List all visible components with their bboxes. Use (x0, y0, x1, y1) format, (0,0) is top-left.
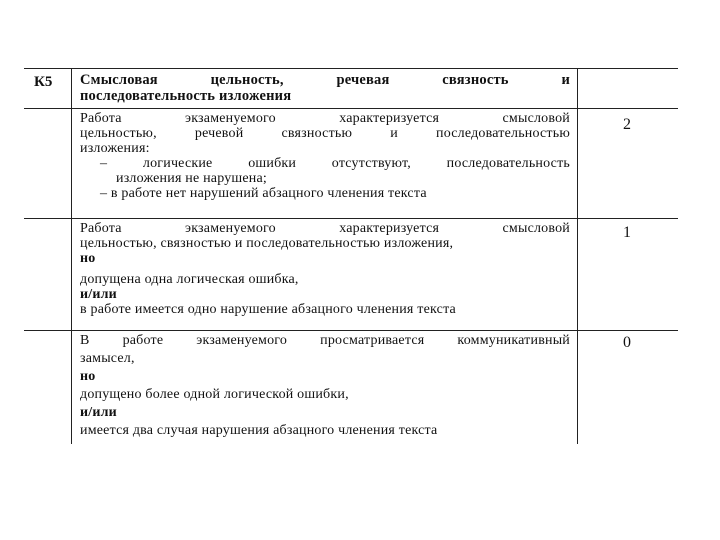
criterion-row-1-description (80, 221, 570, 317)
score-value: 2 (623, 116, 631, 133)
column-divider (577, 68, 578, 444)
text-line: допущена одна логическая ошибка, (80, 272, 299, 287)
criterion-row-0-description (80, 333, 570, 438)
row-divider (24, 218, 678, 219)
criterion-title-line: последовательность изложения (80, 88, 292, 104)
criterion-title (80, 72, 570, 104)
table-border-top (24, 68, 678, 69)
text-line: В работе экзаменуемого просматривается коммуникативный (80, 333, 570, 348)
bullet-item-continuation: изложения не нарушена; (116, 171, 268, 186)
bullet-item: – логические ошибки отсутствуют, последовательность (100, 156, 570, 171)
text-line: Работа экзаменуемого характеризуется смысловой (80, 111, 570, 126)
row-divider (24, 108, 678, 109)
text-line: цельностью, связностью и последовательностью изложения, (80, 236, 454, 251)
criterion-title-line: Смысловая цельность, речевая связность и (80, 72, 570, 88)
conjunction: и/или (80, 405, 117, 420)
row-divider (24, 330, 678, 331)
criterion-row-2-description (80, 111, 570, 201)
text-line: имеется два случая нарушения абзацного членения текста (80, 423, 438, 438)
text-line: цельностью, речевой связностью и последовательностью (80, 126, 570, 141)
conjunction: и/или (80, 287, 117, 302)
conjunction: но (80, 251, 96, 266)
text-line: в работе имеется одно нарушение абзацного членения текста (80, 302, 456, 317)
conjunction: но (80, 369, 96, 384)
text-line: изложения: (80, 141, 150, 156)
criterion-code: К5 (34, 74, 53, 90)
column-divider (71, 68, 72, 444)
criteria-table (24, 68, 678, 444)
score-value: 1 (623, 224, 631, 241)
score-value: 0 (623, 334, 631, 351)
bullet-item: – в работе нет нарушений абзацного членения текста (100, 186, 427, 201)
text-line: допущено более одной логической ошибки, (80, 387, 349, 402)
text-line: Работа экзаменуемого характеризуется смысловой (80, 221, 570, 236)
text-line: замысел, (80, 351, 135, 366)
